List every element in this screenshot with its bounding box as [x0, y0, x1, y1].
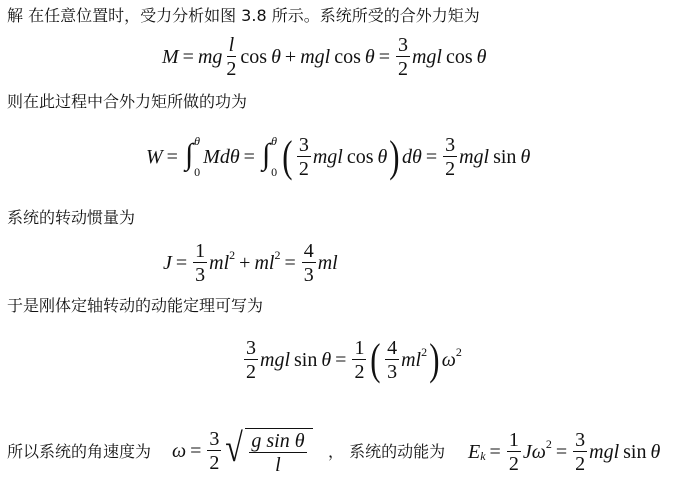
- intro-text: 解 在任意位置时，受力分析如图 3.8 所示。系统所受的合外力矩为: [7, 6, 480, 25]
- theorem-intro-text: 于是刚体定轴转动的动能定理可写为: [7, 296, 264, 315]
- torque-equation: M = mg $\frac{l}{2}$ cos θ + mgl cos θ = $\frac{3}{2}$ mgl cos θ: [162, 34, 487, 80]
- omega-intro-text: 所以系统的角速度为: [7, 442, 152, 461]
- inertia-equation: J = $\frac{1}{3}$ ml $^2$ + ml $^2$ = $\frac{4}{3}$ ml: [163, 240, 338, 286]
- inertia-intro-text: 系统的转动惯量为: [7, 208, 136, 227]
- kinetic-theorem-equation: $\frac{3}{2}$ mgl sin θ = $\frac{1}{2}$ ( $\frac{4}{3}$ ml $^2$ ) ω $^2$: [246, 335, 462, 384]
- kinetic-energy-equation: E $_k$ = $\frac{1}{2}$ J ω $^2$ = $\frac{3}{2}$ mgl sin θ: [468, 429, 661, 475]
- work-equation: W = ∫ θ 0 M d θ = ∫ θ 0 ( $\frac{3}{2}$ mgl cos θ ) d θ = $\frac{3}{2}$ mgl sin θ: [146, 132, 531, 181]
- omega-equation: ω = $\frac{3}{2}$ √ $\frac{\text{g sin θ}}{l}$: [172, 422, 313, 480]
- work-intro-text: 则在此过程中合外力矩所做的功为: [7, 92, 248, 111]
- sqrt-radical: √ $\frac{\text{g sin θ}}{l}$: [223, 428, 312, 475]
- ke-intro-text: ， 系统的动能为: [328, 442, 446, 461]
